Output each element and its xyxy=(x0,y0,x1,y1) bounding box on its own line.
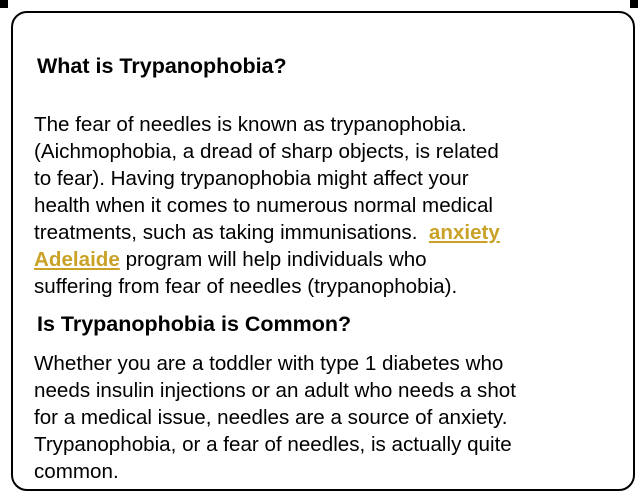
corner-mark-top-left xyxy=(0,0,8,8)
text-line: suffering from fear of needles (trypanophobia). xyxy=(34,275,458,298)
corner-mark-top-right xyxy=(630,0,638,8)
text-line: to fear). Having trypanophobia might affect your xyxy=(34,167,469,190)
text-line: common. xyxy=(34,460,119,483)
text-line: Whether you are a toddler with type 1 diabetes who xyxy=(34,352,504,375)
section-heading-what-is: What is Trypanophobia? xyxy=(37,54,287,78)
anxiety-link[interactable]: anxiety xyxy=(428,221,500,244)
text-line: for a medical issue, needles are a source of anxiety. xyxy=(34,406,508,429)
text-line xyxy=(34,246,634,273)
text-line: (Aichmophobia, a dread of sharp objects, is related xyxy=(34,140,499,163)
text-line: needs insulin injections or an adult who needs a shot xyxy=(34,379,516,402)
text-line: Trypanophobia, or a fear of needles, is actually quite xyxy=(34,433,512,456)
section-paragraph-definition xyxy=(34,111,634,300)
text-segment: program will help individuals who xyxy=(119,248,427,271)
text-segment: treatments, such as taking immunisations. xyxy=(34,221,429,244)
section-paragraph-common xyxy=(34,350,634,485)
text-line xyxy=(34,219,634,246)
text-line: health when it comes to numerous normal medical xyxy=(34,194,494,217)
adelaide-link[interactable]: Adelaide xyxy=(34,248,120,271)
section-heading-is-common: Is Trypanophobia is Common? xyxy=(37,312,352,336)
text-line: The fear of needles is known as trypanophobia. xyxy=(34,113,467,136)
